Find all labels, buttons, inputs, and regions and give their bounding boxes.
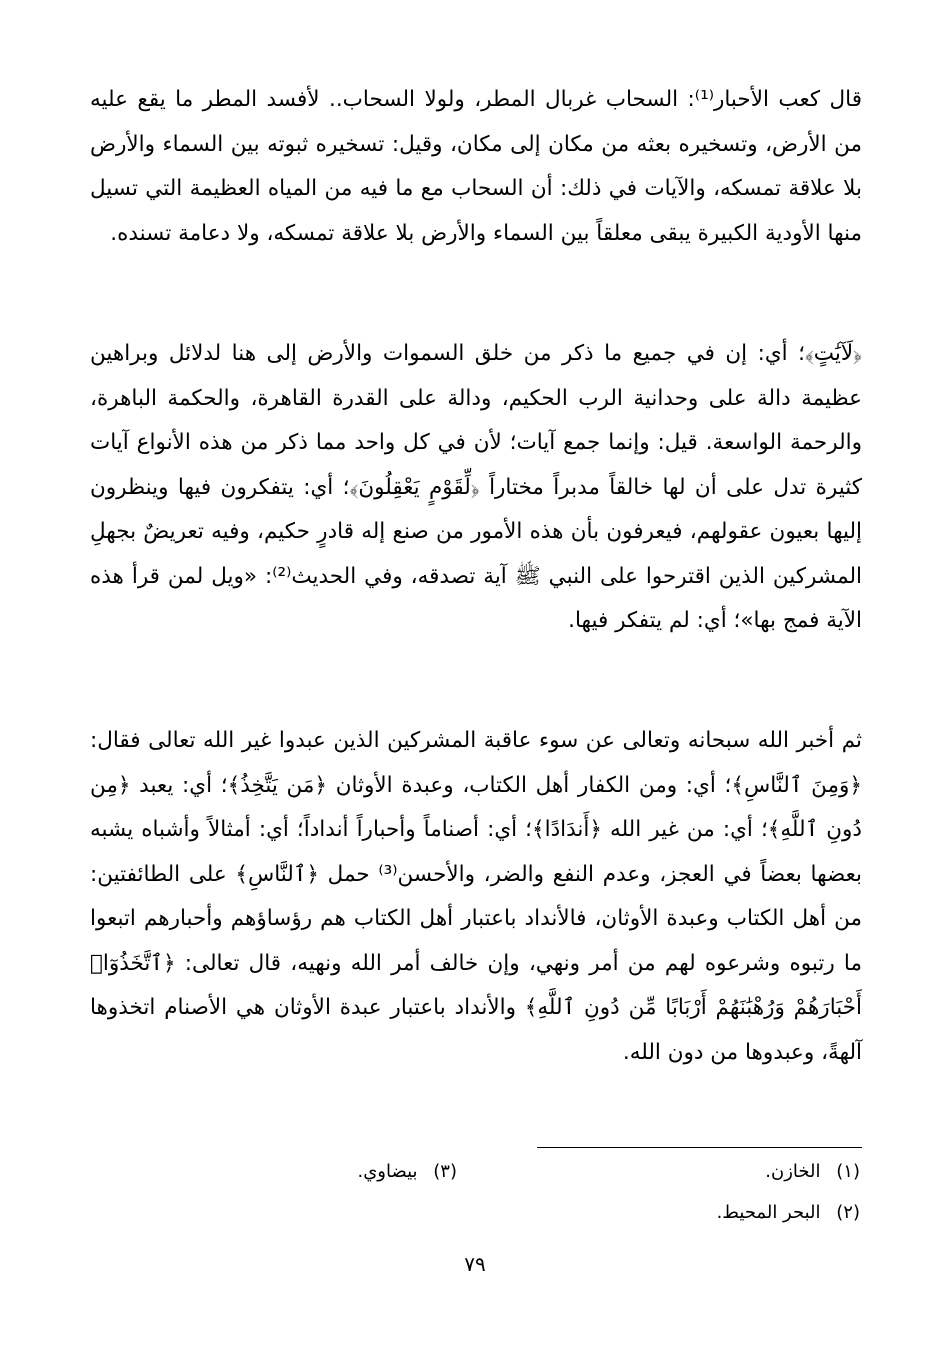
footnote-separator — [537, 1147, 862, 1148]
footnote-1-number: (١) — [836, 1161, 860, 1182]
paragraph-3: ثم أخبر الله سبحانه وتعالى عن سوء عاقبة المشركين الذين عبدوا غير الله تعالى فقال: ﴿وَمِنَ ٱلنَّاسِ﴾؛ أي: ومن الكفار أهل الكتاب، وعبدة الأوثان ﴿مَن يَتَّخِذُ﴾؛ أي: يعبد ﴿مِن دُونِ ٱللَّهِ﴾؛ أي: من غير الله ﴿أَندَادًا﴾؛ أي: أصناماً وأحباراً أنداداً؛ أي: أمثالاً وأشباه يشبه بعضها بعضاً في العجز، وعدم النفع والضر، والأحسن⁽³⁾ حمل ﴿ٱلنَّاسِ﴾ على الطائفتين: من أهل الكتاب وعبدة الأوثان، فالأنداد باعتبار أهل الكتاب هم رؤساؤهم وأحبارهم اتبعوا ما رتبوه وشرعوه لهم من أمر ونهي، وإن خالف أمر الله ونهيه، قال تعالى: ﴿ٱتَّخَذُوٓا۟ أَحْبَارَهُمْ وَرُهْبَٰنَهُمْ أَرْبَابًا مِّن دُونِ ٱللَّهِ﴾ والأنداد باعتبار عبدة الأوثان هي الأصنام اتخذوها آلهةً، وعبدوها من دون الله. — [90, 728, 862, 1065]
page-number: ٧٩ — [464, 1252, 486, 1276]
footnote-2 — [717, 1199, 860, 1227]
footnote-1 — [765, 1158, 860, 1186]
paragraph-1: قال كعب الأحبار⁽¹⁾: السحاب غربال المطر، ولولا السحاب.. لأفسد المطر ما يقع عليه من الأرض، وتسخيره بعثه من مكان إلى مكان، وقيل: تسخيره ثبوته بين السماء والأرض بلا علاقة تمسكه، والآيات في ذلك: أن السحاب مع ما فيه من المياه العظيمة التي تسيل منها الأودية الكبيرة يبقى معلقاً بين السماء والأرض بلا علاقة تمسكه، ولا دعامة تسنده. — [90, 87, 862, 246]
footnote-2-number: (٢) — [836, 1202, 860, 1223]
footnote-3 — [357, 1158, 457, 1186]
footnote-1-text: الخازن. — [765, 1161, 821, 1182]
paragraph-2: ﴿لَآيَٰتٍ﴾؛ أي: إن في جميع ما ذكر من خلق السموات والأرض إلى هنا لدلائل وبراهين عظيمة دالة على وحدانية الرب الحكيم، ودالة على القدرة القاهرة، والحكمة الباهرة، والرحمة الواسعة. قيل: وإنما جمع آيات؛ لأن في كل واحد مما ذكر من هذه الأنواع آيات كثيرة تدل على أن لها خالقاً مدبراً مختاراً ﴿لِّقَوْمٍ يَعْقِلُونَ﴾؛ أي: يتفكرون فيها وينظرون إليها بعيون عقولهم، فيعرفون بأن هذه الأمور من صنع إله قادرٍ حكيم، وفيه تعريضٌ بجهلِ المشركين الذين اقترحوا على النبي ﷺ آية تصدقه، وفي الحديث⁽²⁾: «ويل لمن قرأ هذه الآية فمج بها»؛ أي: لم يتفكر فيها. — [90, 341, 862, 633]
footnote-3-text: بيضاوي. — [357, 1161, 418, 1182]
footnote-3-number: (٣) — [433, 1161, 457, 1182]
footnote-2-text: البحر المحيط. — [716, 1202, 821, 1223]
